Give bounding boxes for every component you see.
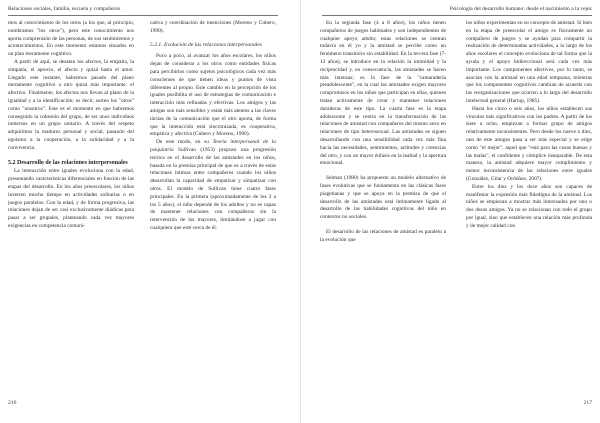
right-page	[314, 0, 600, 423]
sullivan-text-post: Sullivan (1953) propuso una progresión teórica en el desarrollo de las amistades en los niños, basada en la premisa principal de que es a través de estas relaciones íntimas entre compañeros cuando los niños desarrollan la capacidad de empatizar y simpatizar con otros. El modelo de Sullivan tiene cuatro fases principales. En la primera (aproximadamente de los 2 a los 5 años), el niño depende de los adultos y no es capaz de mantener relaciones con compañeros sin la intervención de los mayores, limitándose a jugar con cualquiera que esté cerca de él.	[150, 146, 276, 231]
right-page-number: 217	[583, 400, 592, 406]
right-c1-paragraph-3: El desarrollo de las relaciones de amistad es paralelo a la evolución que	[320, 228, 446, 243]
left-c2-paragraph-3	[150, 139, 276, 233]
right-c2-paragraph-3: Entre los diez y los doce años son capaces de manifestar la expresión más fidedigna de la amistad. Los niños se empiezan a mostrar más interesados por uno o dos desus amigos. Ya no se relacionan con todo el grupo por igual, sino que establecen una relación más profunda y de mejor calidad con	[466, 183, 592, 229]
left-c1-paragraph-3: La interacción entre iguales evoluciona con la edad, presentando características diferenciales en función de las etapas del desarrollo. En los años preescolares, los niños inverten mucho tiempo en actividades solitarias o en juegos paralelos. Con la edad, y de forma progresiva, las relaciones dejan de ser casi exclusivamente diádicas para pasar a ser grupales, planteando cada vez mayores exigencias en competencia comuni-	[8, 168, 134, 229]
subsection-heading-5-2-1: 5.2.1. Evolución de las relaciones interpersonales	[150, 41, 262, 48]
left-c2-paragraph-1: cativa y coordinación de intenciones (Moreno y Cubero, 1990).	[150, 20, 276, 34]
sullivan-text-pre: De este modo, en su	[156, 139, 213, 146]
left-column-2	[150, 20, 276, 396]
right-c2-paragraph-2: Hasta los cinco o seis años, los niños establecen sus vínculos más significativos con los padres. A partir de los siete u ocho, empiezan a formar grupo de amigos relativamente inconsistentes. Pero desde los nueve o diez, uno de este amigos pasa a ser más especial y se erige como "el mejor", aquel que "está para las cosas buenas y las malas", el confidente y cómplice inseparable. De esta manera, la amistad adquiere mayor cumplimiento y menor inconsistencia de las relaciones entre iguales (González, Gilar y Ordóñez, 2007).	[466, 105, 592, 182]
left-c2-paragraph-2: Poco a poco, al avanzar los años escolares, los niños dejan de considerar a los otros como entidades físicas para percibirlos como sujetos psicológicos cada vez más conscientes de que tienen ideas y puntos de vista diferentes al propio. Este cambio en la percepción de los iguales posibilita el uso de estrategias de comunicación e interacción más refinadas y efectivas. Los amigos y las amigas son más sensibles y están más atentos a las claves tácitas de la comunicación que el otro aporta, de forma que la interacción está sincronizada, es cooperativa, empática y afectiva (Cubero y Moreno, 1990).	[150, 53, 276, 138]
left-c1-paragraph-1: mos al conocimiento de los otros (a los que, al principio, nombramos "los otros"), pero este conocimiento nos aporta comprensión de las personas, de sus sentimientos y acontecimientos. En este momento estamos situados en un plan meramente cognitivo.	[8, 20, 134, 58]
right-header-rule	[322, 15, 592, 16]
left-page-number: 216	[8, 400, 17, 406]
right-column-1	[320, 20, 446, 396]
right-column-2	[466, 20, 592, 396]
right-c2-paragraph-1: los niños experimentan en su concepto de amistad. Si bien en la etapa de preescolar el amigo es físicamente un compañero de juegos y se ayudan para compartir la realización de determinadas actividades, a lo largo de los años escolares el concepto evoluciona de tal forma que la ayuda y el apoyo bidireccional será cada vez más importante. Los componentes afectivos, por lo tanto, se asocian con la amistad en una edad temprana, mientras que los componentes cognitivos cambian de acuerdo con las reorganizaciones que ocurren a lo largo del desarrollo intelectual general (Hartup, 1985).	[466, 20, 592, 104]
right-running-header: Psicología del desarrollo humano: desde el nacimiento a la vejez	[449, 6, 592, 12]
sullivan-book-title: Teoría interpersonal de la psiquiatría	[150, 139, 276, 153]
right-c1-paragraph-1: En la segunda fase (4 a 8 años), los niños tienen compañeros de juegos habituales y son independientes de cualquier apoyo adulto; estas relaciones se centran todavía en él yo y la amistad se percibe como un fenómeno transitorio sin estabilidad. En la tercera fase (7-12 años), se introduce en la relación la intimidad y la reciprocidad y, en consecuencia, las amistades se hacen más intensas; es la fase de la "camaradería preadolescente", en la cual las amistades exigen mayores compromisos en los niños que participan en ellas, quienes tratan activamente de crear y mantener relaciones duraderas de este tipo. La cuarta fase es la etapa adolescente y se centra en la transformación de las relaciones de amistad con compañeros del mismo sexo en relaciones de tipo heterosexual. Las amistades se siguen desarrollando con una sensibilidad cada vez más fina hacia las necesidades, sentimientos, actitudes y creencias del otro, y con un mayor énfasis en la lealtad y la apertura emocional.	[320, 20, 446, 167]
left-c1-paragraph-2: A partir de aquí, se desatan los afectos, la empatía, la simpatía, el aprecio, el afecto y quizá hasta el amor. Llegado este instante, habremos pasado del plano meramente cognitivo a otro quizá más importante: el afectivo. Finalmente, los afectos nos llevan al plano de la igualdad y a la identificación; es decir, surten los "otros" como "nosotros". Este es el momento en que habremos conseguido la cohesión del grupo, de ser unos individuos inmersos en un grupo unitario. A través del respeto adquirimos la madurez personal y social, pasando del egoísmo a la cooperación, a la solidaridad y a la convivencia.	[8, 58, 134, 151]
left-page	[0, 0, 286, 423]
section-heading-5-2: 5.2 Desarrollo de las relaciones interpersonales	[8, 159, 128, 166]
book-gutter	[300, 0, 301, 423]
left-column-1	[8, 20, 134, 396]
left-running-header: Relaciones sociales, familia, escuela y compañeros	[8, 6, 121, 12]
right-c1-paragraph-2: Selman (1980) ha propuesto un modelo alternativo de fases evolutivas que se fundamenta en las clásicas fases piagetianas y que se apoya en la premisa de que el desarrollo de las amistades está íntimamente ligado al desarrollo de las habilidades cognitivas del niño en contextos no sociales.	[320, 175, 446, 221]
left-header-rule	[8, 15, 278, 16]
